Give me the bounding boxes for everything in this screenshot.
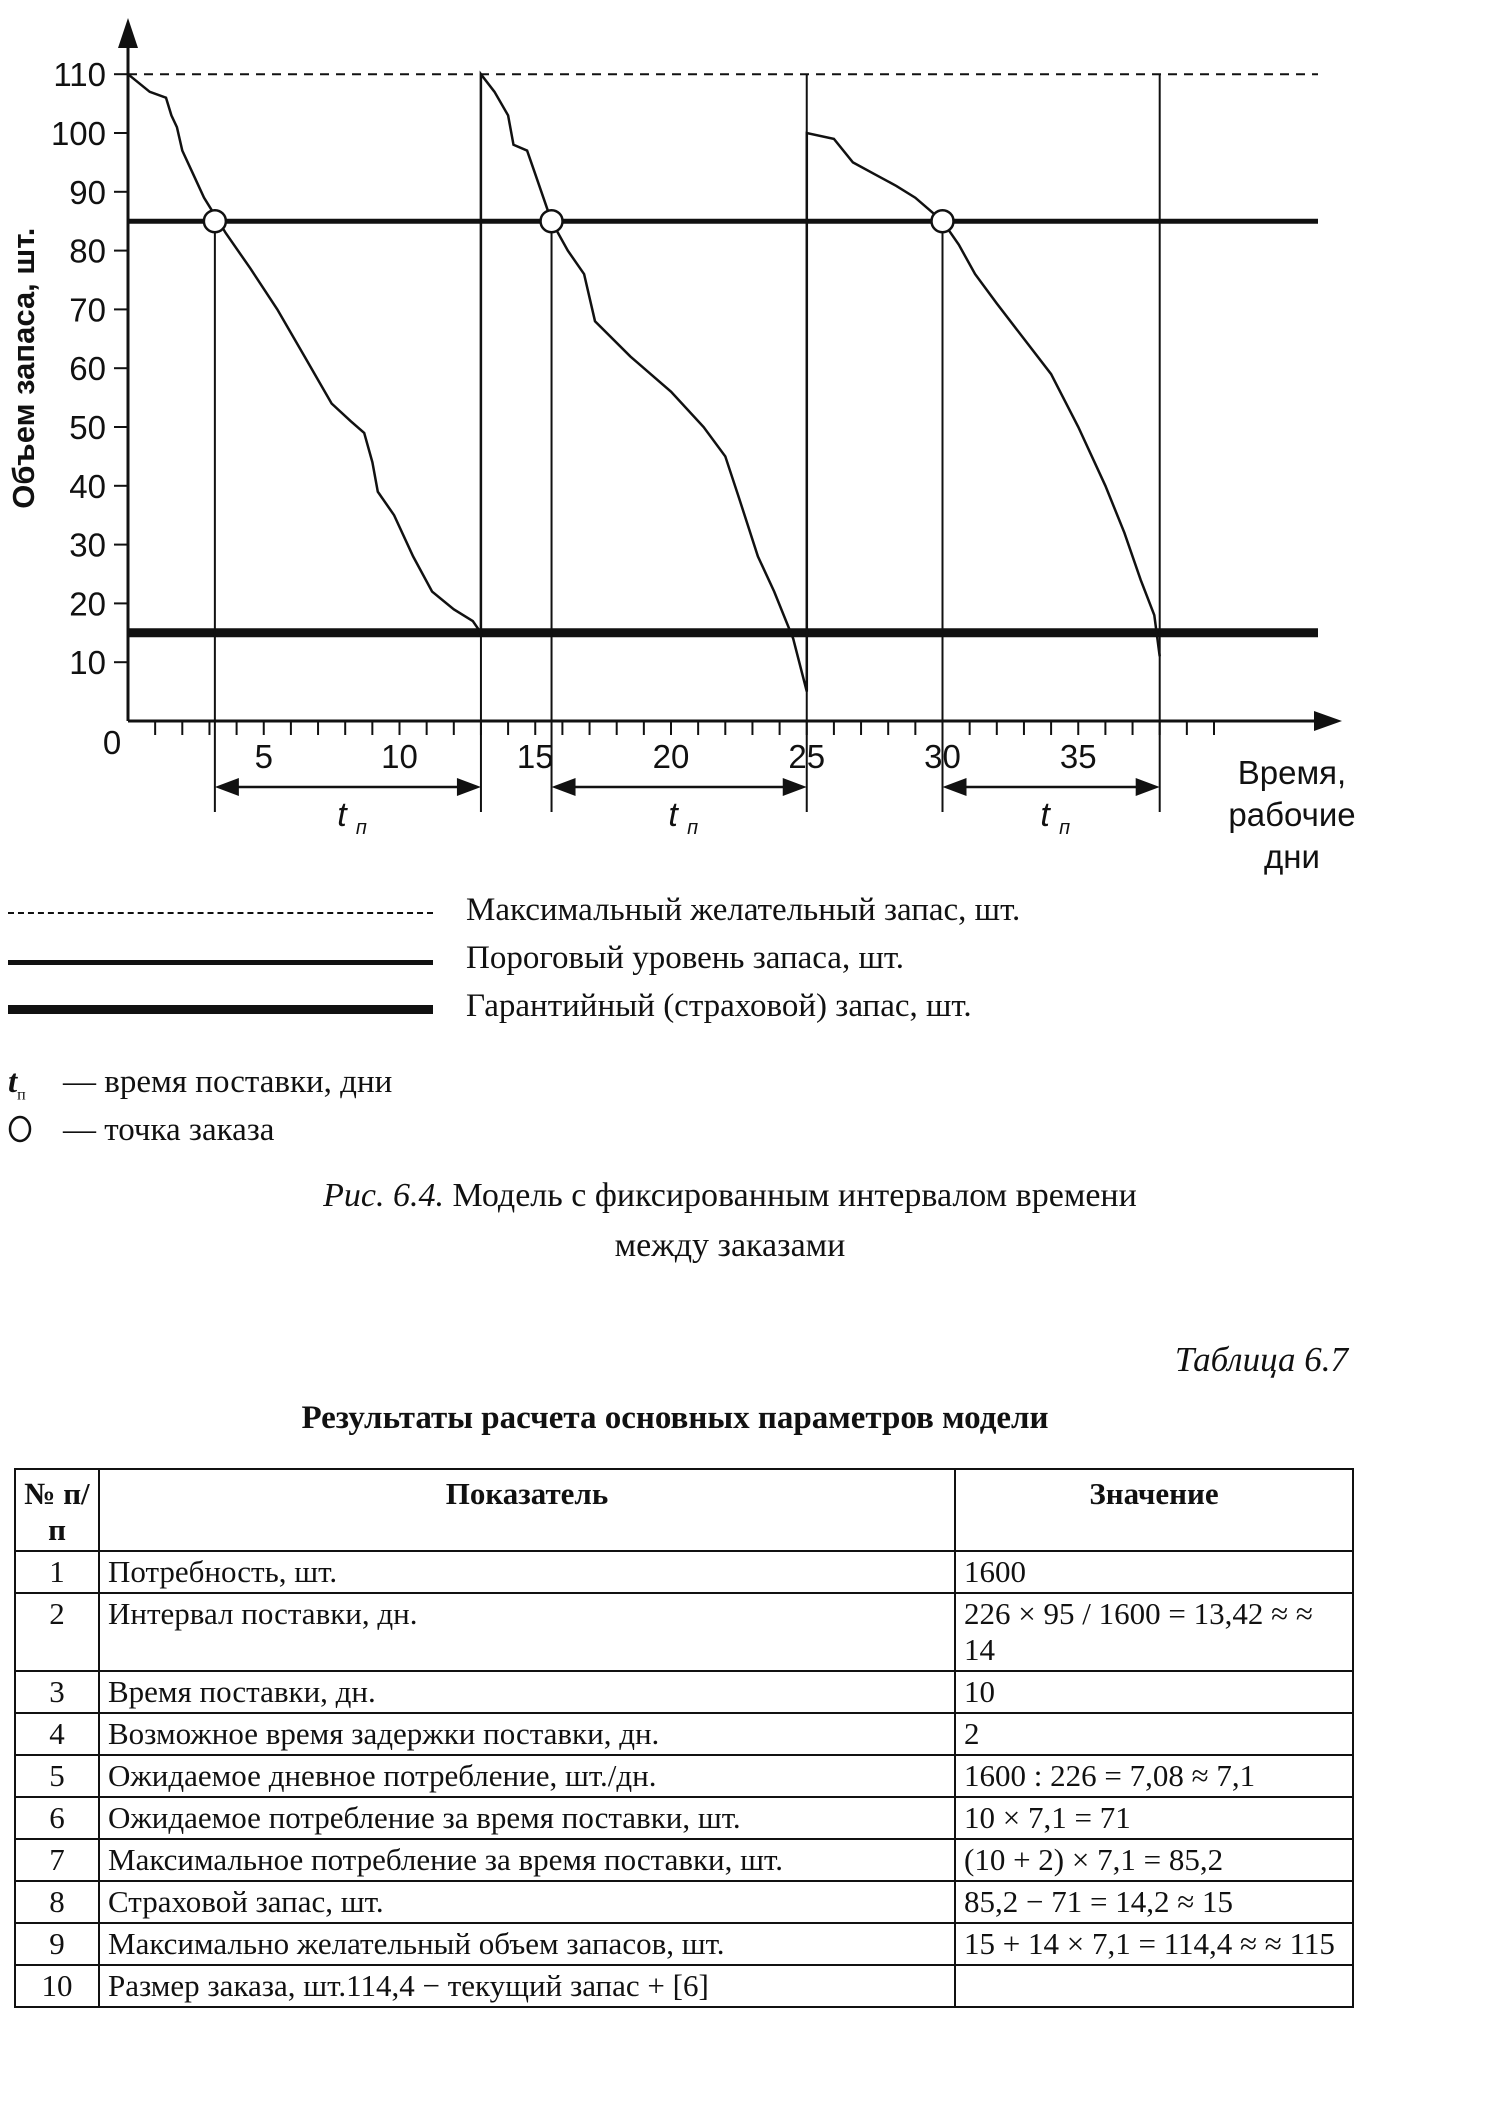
row-value: (10 + 2) × 7,1 = 85,2: [955, 1839, 1353, 1881]
x-tick-label: 15: [516, 738, 554, 775]
table-row: [15, 1839, 1353, 1881]
x-tick-label: 10: [381, 738, 418, 775]
row-value: 1600 : 226 = 7,08 ≈ 7,1: [955, 1755, 1353, 1797]
caption-line-2: между заказами: [614, 1227, 846, 1264]
legend-label: Гарантийный (страховой) запас, шт.: [466, 988, 972, 1024]
header-indicator: Показатель: [99, 1469, 955, 1551]
row-indicator: Интервал поставки, дн.: [99, 1593, 955, 1671]
table-row: [15, 1551, 1353, 1593]
y-tick-label: 100: [50, 115, 106, 152]
legend-label: Пороговый уровень запаса, шт.: [466, 940, 905, 976]
table-row: [15, 1671, 1353, 1713]
y-tick-label: 50: [69, 409, 106, 446]
caption-line-1: Модель с фиксированным интервалом времени: [452, 1177, 1137, 1214]
row-indicator: Время поставки, дн.: [99, 1671, 955, 1713]
row-number: 5: [15, 1755, 99, 1797]
x-tick-label: 25: [788, 738, 826, 775]
row-number: 3: [15, 1671, 99, 1713]
header-number: № п/п: [15, 1469, 99, 1551]
y-tick-label: 40: [69, 467, 106, 505]
table-row: [15, 1713, 1353, 1755]
row-indicator: Страховой запас, шт.: [99, 1881, 955, 1923]
table-row: [15, 1797, 1353, 1839]
note-order-point: [8, 1108, 274, 1152]
arrowhead-left: [215, 778, 239, 796]
order-point-marker: [204, 210, 226, 232]
row-value: 10 × 7,1 = 71: [955, 1797, 1353, 1839]
delivery-time-label: t: [1040, 796, 1050, 834]
y-tick-label: 30: [69, 526, 106, 564]
row-indicator: Максимальное потребление за время поставки, шт.: [99, 1839, 955, 1881]
arrowhead-right: [783, 778, 807, 796]
inventory-chart: [0, 0, 1488, 880]
y-tick-label: 20: [69, 585, 106, 623]
legend-thick-line: [8, 1005, 433, 1014]
origin-label: 0: [102, 724, 122, 761]
x-tick-label: 35: [1059, 738, 1097, 775]
row-number: 2: [15, 1593, 99, 1671]
table-row: [15, 1965, 1353, 2007]
table-title: Результаты расчета основных параметров модели: [301, 1400, 1049, 1436]
parameters-table: [14, 1468, 1354, 2008]
table-row: [15, 1923, 1353, 1965]
delivery-time-subscript: п: [687, 817, 699, 839]
chart-legend: [8, 888, 1308, 1032]
delivery-time-label: t: [668, 796, 678, 834]
row-indicator: Ожидаемое потребление за время поставки, шт.: [99, 1797, 955, 1839]
x-axis-title-line: Время,: [1237, 754, 1347, 791]
row-number: 6: [15, 1797, 99, 1839]
figure-caption-line-2: [100, 1222, 1360, 1270]
y-tick-label: 70: [69, 291, 106, 329]
y-axis-title: Объем запаса, шт.: [6, 227, 41, 509]
row-value: 1600: [955, 1551, 1353, 1593]
row-value: [955, 1965, 1353, 2007]
table-row: [15, 1881, 1353, 1923]
legend-label: Максимальный желательный запас, шт.: [466, 892, 1021, 928]
x-axis-title-line: дни: [1264, 838, 1320, 875]
legend-medium-line: [8, 960, 433, 965]
table-row: [15, 1755, 1353, 1797]
delivery-time-subscript: п: [1059, 817, 1071, 839]
row-number: 4: [15, 1713, 99, 1755]
x-tick-label: 5: [254, 738, 273, 775]
row-number: 10: [15, 1965, 99, 2007]
y-tick-label: 80: [69, 232, 106, 270]
table-number: Таблица 6.7: [1174, 1340, 1348, 1379]
row-value: 226 × 95 / 1600 = 13,42 ≈ ≈ 14: [955, 1593, 1353, 1671]
legend-item-safety-stock: [8, 984, 1308, 1032]
row-number: 7: [15, 1839, 99, 1881]
row-indicator: Возможное время задержки поставки, дн.: [99, 1713, 955, 1755]
y-axis-arrow: [118, 18, 138, 48]
x-axis-arrow: [1314, 711, 1342, 731]
note-text: — точка заказа: [63, 1112, 275, 1148]
y-tick-label: 60: [69, 350, 106, 388]
figure-number: Рис. 6.4.: [323, 1177, 445, 1214]
x-tick-label: 20: [652, 738, 690, 775]
row-value: 10: [955, 1671, 1353, 1713]
row-number: 1: [15, 1551, 99, 1593]
stock-level-curve: [128, 74, 1160, 691]
row-indicator: Максимально желательный объем запасов, шт.: [99, 1923, 955, 1965]
y-tick-label: 110: [53, 56, 106, 94]
row-number: 8: [15, 1881, 99, 1923]
row-indicator: Ожидаемое дневное потребление, шт./дн.: [99, 1755, 955, 1797]
x-axis-title-line: рабочие: [1228, 796, 1356, 833]
row-indicator: Размер заказа, шт.114,4 − текущий запас + [6]: [99, 1965, 955, 2007]
delivery-time-subscript: п: [355, 817, 367, 839]
row-indicator: Потребность, шт.: [99, 1551, 955, 1593]
table-row: [15, 1593, 1353, 1671]
x-tick-label: 30: [924, 738, 961, 775]
order-point-icon: [8, 1108, 63, 1152]
arrowhead-right: [457, 778, 481, 796]
delivery-time-label: t: [337, 796, 347, 834]
row-value: 85,2 − 71 = 14,2 ≈ 15: [955, 1881, 1353, 1923]
y-tick-label: 10: [69, 644, 106, 682]
legend-dashed-line: [8, 912, 433, 914]
legend-item-threshold: [8, 936, 1308, 984]
arrowhead-right: [1136, 778, 1160, 796]
y-tick-label: 90: [69, 173, 106, 211]
figure-caption: [100, 1172, 1360, 1220]
legend-item-max-stock: [8, 888, 1308, 936]
table-header-row: [15, 1469, 1353, 1551]
arrowhead-left: [943, 778, 967, 796]
order-point-marker: [932, 210, 954, 232]
row-number: 9: [15, 1923, 99, 1965]
order-point-marker: [541, 210, 563, 232]
row-value: 15 + 14 × 7,1 = 114,4 ≈ ≈ 115: [955, 1923, 1353, 1965]
header-value: Значение: [955, 1469, 1353, 1551]
arrowhead-left: [552, 778, 576, 796]
note-text: — время поставки, дни: [63, 1064, 393, 1100]
row-value: 2: [955, 1713, 1353, 1755]
delivery-time-symbol: $t_п$: [8, 1064, 26, 1104]
